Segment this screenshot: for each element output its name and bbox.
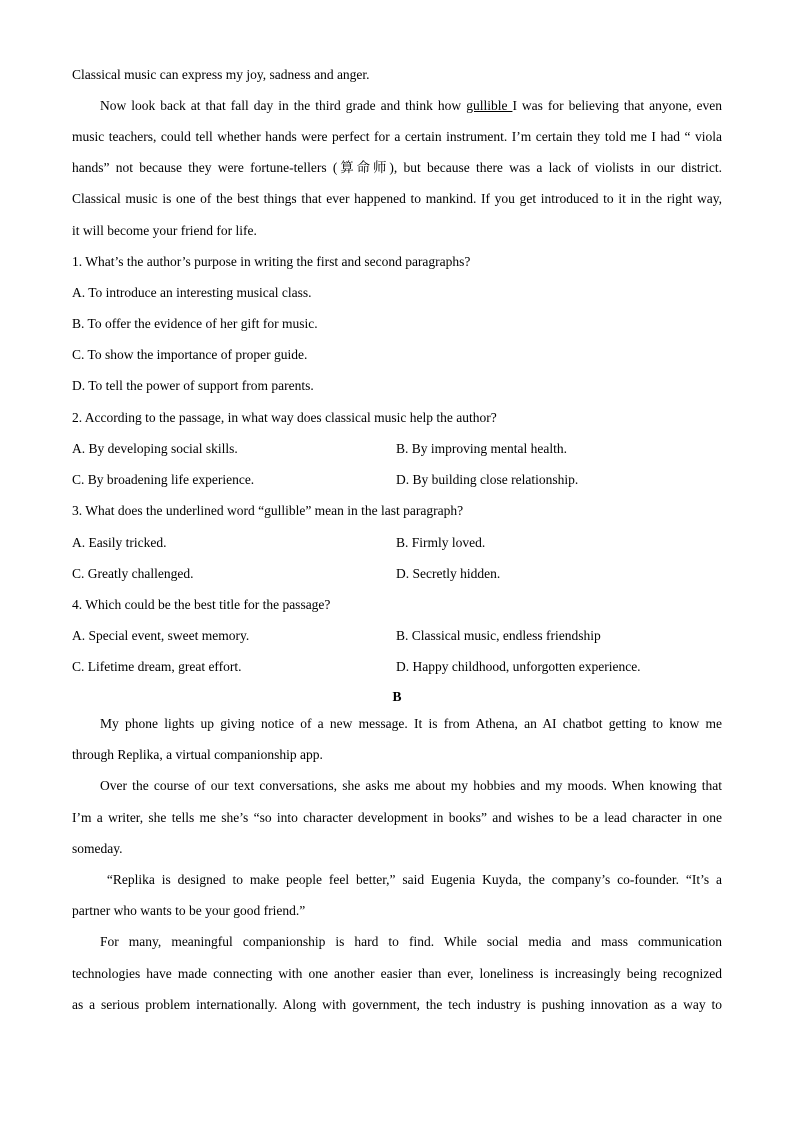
answer-option[interactable]: C. By broadening life experience. — [72, 472, 255, 487]
answer-option[interactable]: A. Easily tricked. — [72, 535, 167, 550]
passage-line: My phone lights up giving notice of a new message. It is from Athena, an AI chatbot getting to know me — [100, 716, 722, 731]
passage-line: Classical music can express my joy, sadness and anger. — [72, 67, 370, 82]
section-heading: B — [392, 689, 402, 704]
answer-option[interactable]: B. By improving mental health. — [396, 441, 567, 456]
passage-line: through Replika, a virtual companionship app. — [72, 747, 323, 762]
passage-line: music teachers, could tell whether hands were perfect for a certain instrument. I’m certain they told me I had “ viola — [72, 129, 722, 144]
answer-option[interactable]: A. By developing social skills. — [72, 441, 238, 456]
answer-option[interactable]: C. Greatly challenged. — [72, 566, 194, 581]
underlined-word-gullible: gullible — [466, 98, 513, 113]
answer-option[interactable]: D. To tell the power of support from parents. — [72, 378, 314, 393]
question-stem: 4. Which could be the best title for the passage? — [72, 597, 331, 612]
answer-option[interactable]: D. Secretly hidden. — [396, 566, 501, 581]
passage-line: I’m a writer, she tells me she’s “so into character development in books” and wishes to be a lead character in one — [72, 810, 722, 825]
passage-line: someday. — [72, 841, 123, 856]
answer-option[interactable]: B. To offer the evidence of her gift for music. — [72, 316, 318, 331]
question-stem: 3. What does the underlined word “gullible” mean in the last paragraph? — [72, 503, 464, 518]
answer-option[interactable]: B. Classical music, endless friendship — [396, 628, 601, 643]
question-stem: 2. According to the passage, in what way does classical music help the author? — [72, 410, 497, 425]
text-run: Now look back at that fall day in the third grade and think how — [100, 98, 467, 113]
passage-line: hands” not because they were fortune-tellers (算命师), but because there was a lack of violists in our district. — [72, 160, 722, 175]
answer-option[interactable]: C. Lifetime dream, great effort. — [72, 659, 242, 674]
passage-line: Over the course of our text conversations, she asks me about my hobbies and my moods. When knowing that — [100, 778, 722, 793]
passage-line: technologies have made connecting with one another easier than ever, loneliness is increasingly being recognized — [72, 966, 722, 981]
passage-line: “Replika is designed to make people feel better,” said Eugenia Kuyda, the company’s co-founder. “It’s a — [100, 872, 722, 887]
passage-line — [72, 97, 722, 115]
question-stem: 1. What’s the author’s purpose in writing the first and second paragraphs? — [72, 254, 471, 269]
answer-option[interactable]: D. Happy childhood, unforgotten experience. — [396, 659, 641, 674]
answer-option[interactable]: C. To show the importance of proper guide. — [72, 347, 308, 362]
passage-line: it will become your friend for life. — [72, 223, 257, 238]
answer-option[interactable]: A. To introduce an interesting musical class. — [72, 285, 312, 300]
passage-line: partner who wants to be your good friend.” — [72, 903, 306, 918]
text-run: I was for believing that anyone, even — [512, 98, 722, 113]
answer-option[interactable]: A. Special event, sweet memory. — [72, 628, 250, 643]
answer-option[interactable]: D. By building close relationship. — [396, 472, 579, 487]
passage-line: For many, meaningful companionship is hard to find. While social media and mass communication — [100, 934, 722, 949]
passage-line: as a serious problem internationally. Along with government, the tech industry is pushing innovation as a way to — [72, 997, 722, 1012]
answer-option[interactable]: B. Firmly loved. — [396, 535, 486, 550]
passage-line: Classical music is one of the best things that ever happened to mankind. If you get introduced to it in the right way, — [72, 191, 722, 206]
